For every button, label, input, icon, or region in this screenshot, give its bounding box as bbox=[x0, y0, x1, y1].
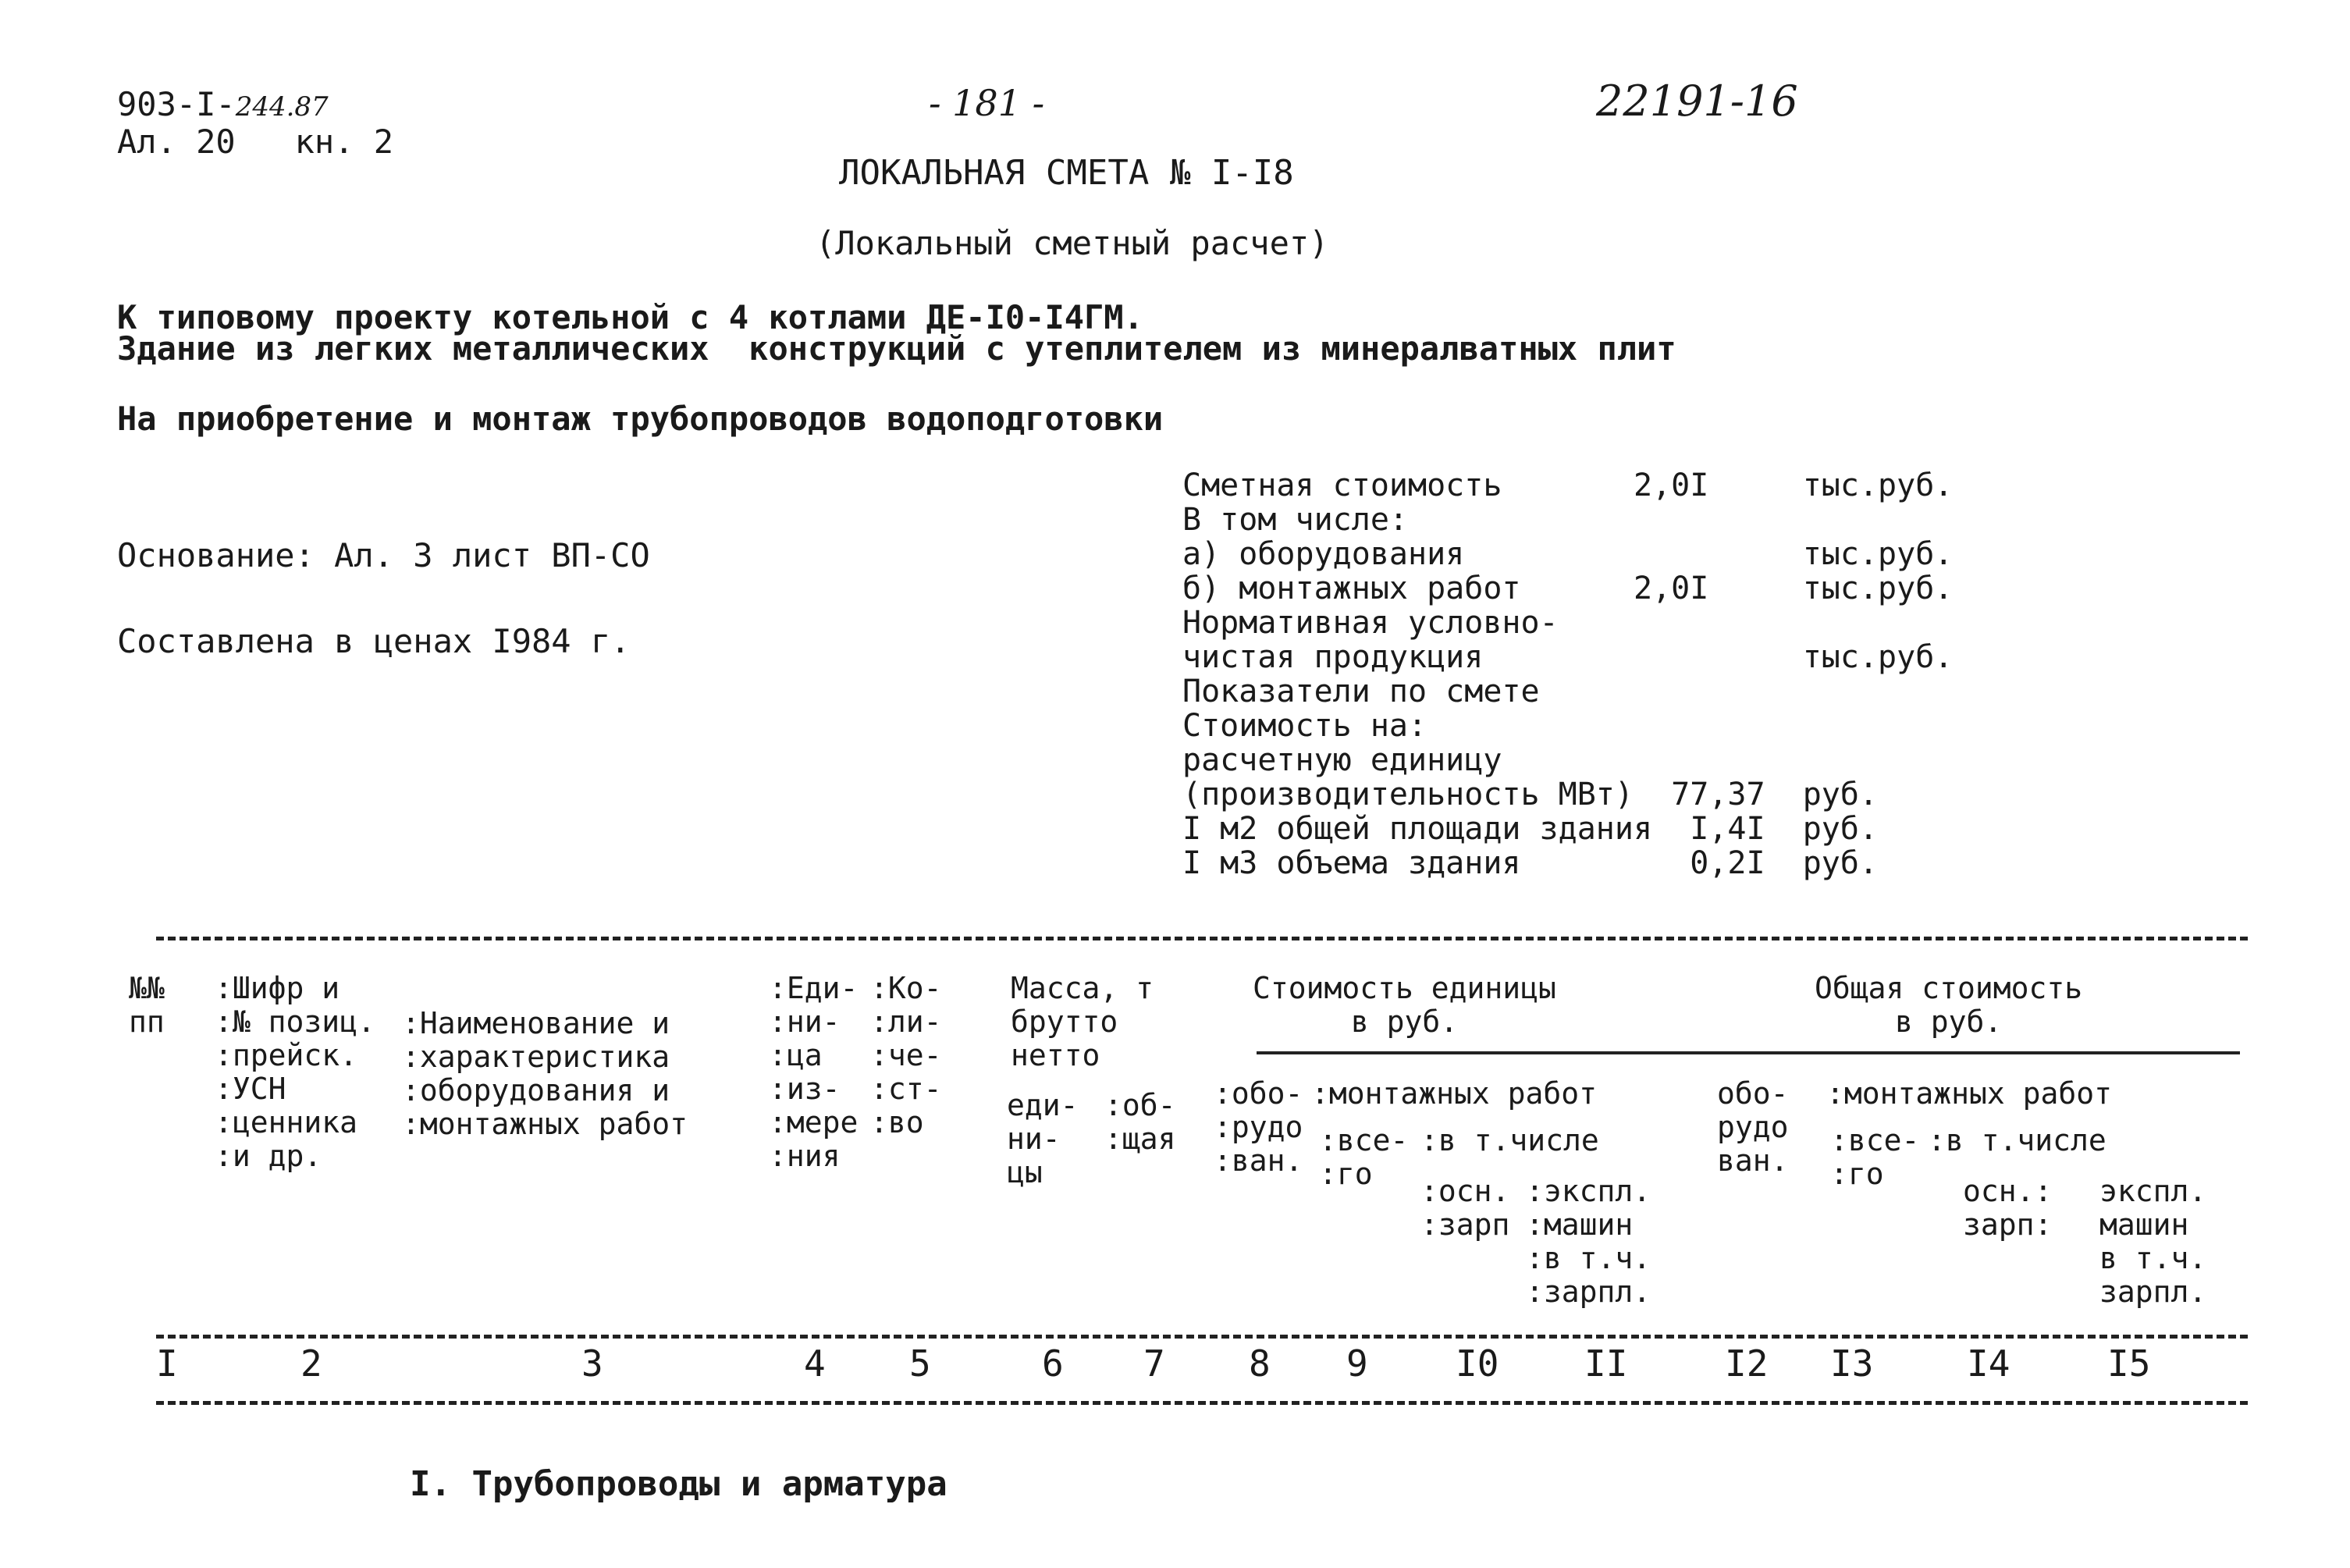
page-subtitle: (Локальный сметный расчет) bbox=[816, 224, 1329, 262]
header-row-number: №№ пп bbox=[129, 971, 165, 1039]
column-number: 8 bbox=[1249, 1342, 1271, 1385]
summary-line: В том числе: bbox=[1182, 502, 1408, 538]
header-unit-cost: Стоимость единицы в руб. bbox=[1253, 971, 1556, 1039]
column-number: 9 bbox=[1346, 1342, 1368, 1385]
header-base-salary: :осн. :зарп bbox=[1420, 1174, 1510, 1242]
summary-line: I м2 общей площади здания I,4I руб. bbox=[1182, 811, 1879, 847]
header-base-salary-2: осн.: зарп: bbox=[1963, 1174, 2053, 1242]
header-unit: :Еди- :ни- :ца :из- :мере :ния bbox=[769, 971, 859, 1173]
album-number: Ал. 20 кн. 2 bbox=[117, 123, 394, 161]
column-number: I4 bbox=[1967, 1342, 2010, 1385]
page-title: ЛОКАЛЬНАЯ СМЕТА № I-I8 bbox=[839, 153, 1294, 193]
column-number: 3 bbox=[581, 1342, 603, 1385]
column-number: I0 bbox=[1456, 1342, 1499, 1385]
drawing-code: 22191-16 bbox=[1596, 76, 1798, 126]
column-number: 6 bbox=[1042, 1342, 1064, 1385]
summary-line: I м3 объема здания 0,2I руб. bbox=[1182, 845, 1879, 881]
header-equipment-total: обо- рудо ван. bbox=[1717, 1076, 1789, 1178]
header-mass-total: :об- :щая bbox=[1104, 1088, 1176, 1156]
header-installation: :монтажных работ bbox=[1311, 1076, 1598, 1111]
document-code bbox=[117, 87, 329, 124]
header-total-installation-2: :все- :го bbox=[1830, 1123, 1920, 1191]
project-line-1: К типовому проекту котельной с 4 котлами ДЕ-I0-I4ГМ. bbox=[117, 298, 1143, 336]
header-installation-total: :монтажных работ bbox=[1826, 1076, 2113, 1111]
header-mass: Масса, т брутто нетто bbox=[1011, 971, 1154, 1072]
header-mass-unit: еди- ни- цы bbox=[1007, 1088, 1079, 1189]
header-including-2: :в т.числе bbox=[1928, 1123, 2106, 1157]
column-number: 7 bbox=[1143, 1342, 1165, 1385]
column-number: 2 bbox=[300, 1342, 322, 1385]
column-number: 4 bbox=[804, 1342, 826, 1385]
column-number: I2 bbox=[1725, 1342, 1769, 1385]
document-code-typed: 903-I- bbox=[117, 85, 236, 123]
column-number: II bbox=[1584, 1342, 1628, 1385]
column-number: I3 bbox=[1830, 1342, 1874, 1385]
summary-line: Стоимость на: bbox=[1182, 708, 1427, 744]
header-including: :в т.числе bbox=[1420, 1123, 1599, 1157]
header-machinery: :экспл. :машин :в т.ч. :зарпл. bbox=[1526, 1174, 1651, 1309]
summary-line: Показатели по смете bbox=[1182, 674, 1540, 709]
table-number-rule bbox=[156, 1401, 2248, 1405]
column-number: 5 bbox=[909, 1342, 931, 1385]
basis-line: Основание: Ал. 3 лист ВП-СО bbox=[117, 536, 650, 574]
summary-line: а) оборудования тыс.руб. bbox=[1182, 536, 1954, 572]
summary-line: б) монтажных работ 2,0I тыс.руб. bbox=[1182, 571, 1954, 606]
purpose-line: На приобретение и монтаж трубопроводов водоподготовки bbox=[117, 400, 1164, 438]
summary-line: расчетную единицу bbox=[1182, 742, 1502, 778]
table-top-rule bbox=[156, 937, 2248, 940]
summary-line: (производительность МВт) 77,37 руб. bbox=[1182, 777, 1879, 812]
header-name: :Наименование и :характеристика :оборудования и :монтажных работ bbox=[402, 1006, 688, 1141]
header-total-cost: Общая стоимость в руб. bbox=[1815, 971, 2083, 1039]
page-number: - 181 - bbox=[929, 82, 1045, 124]
column-number: I bbox=[156, 1342, 178, 1385]
prices-line: Составлена в ценах I984 г. bbox=[117, 622, 631, 660]
project-line-2: Здание из легких металлических конструкций с утеплителем из минералватных плит bbox=[117, 329, 1676, 368]
header-machinery-2: экспл. машин в т.ч. зарпл. bbox=[2099, 1174, 2207, 1309]
document-code-handwritten: 244.87 bbox=[235, 91, 329, 123]
header-equipment: :обо- :рудо :ван. bbox=[1214, 1076, 1303, 1178]
summary-line: Сметная стоимость 2,0I тыс.руб. bbox=[1182, 468, 1954, 503]
column-number: I5 bbox=[2107, 1342, 2151, 1385]
header-code: :Шифр и :№ позиц. :прейск. :УСН :ценника :и др. bbox=[215, 971, 375, 1173]
header-quantity: :Ко- :ли- :че- :ст- :во bbox=[870, 971, 942, 1140]
section-title: I. Трубопроводы и арматура bbox=[410, 1464, 947, 1504]
header-wavy-rule bbox=[1257, 1051, 2240, 1054]
header-bottom-rule bbox=[156, 1335, 2248, 1339]
summary-line: Нормативная условно- bbox=[1182, 605, 1559, 641]
header-total-installation: :все- :го bbox=[1319, 1123, 1409, 1191]
summary-line: чистая продукция тыс.руб. bbox=[1182, 639, 1954, 675]
